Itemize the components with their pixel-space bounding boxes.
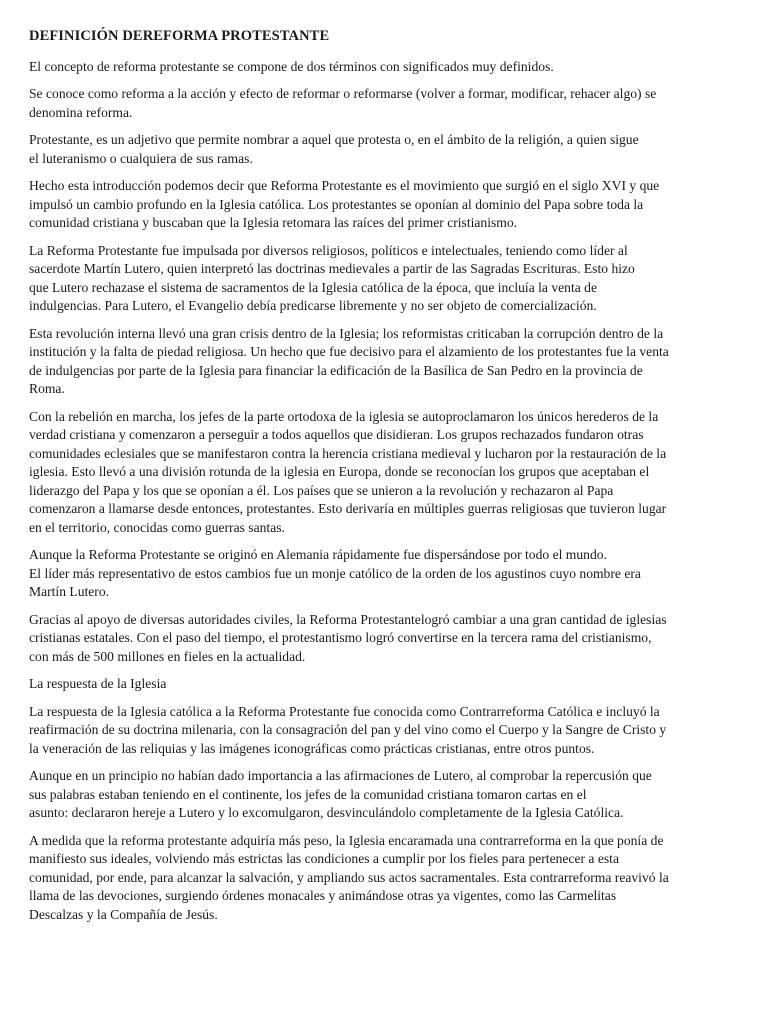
- text-line: La Reforma Protestante fue impulsada por diversos religiosos, políticos e intelectuales, teniendo como líder al: [29, 242, 628, 258]
- text-line: Aunque la Reforma Protestante se originó en Alemania rápidamente fue dispersándose por todo el mundo.: [29, 547, 607, 562]
- paragraph: [29, 832, 745, 925]
- text-line: denomina reforma.: [29, 104, 133, 120]
- paragraph: [29, 408, 745, 538]
- text-line: el luteranismo o cualquiera de sus ramas.: [29, 150, 253, 166]
- text-line: Con la rebelión en marcha, los jefes de la parte ortodoxa de la iglesia se autoproclamaron los únicos herederos de la: [29, 408, 659, 424]
- paragraph: [29, 611, 745, 667]
- paragraph: [29, 58, 745, 77]
- document-body: [29, 58, 745, 925]
- text-line: La respuesta de la Iglesia: [29, 676, 167, 691]
- text-line: manifiesto sus ideales, volviendo más estrictas las condiciones a cumplir por los fieles para pertenecer a esta: [29, 851, 619, 866]
- text-line: Aunque en un principio no habían dado importancia a las afirmaciones de Lutero, al comprobar la repercusión que: [29, 768, 652, 783]
- text-line: Esta revolución interna llevó una gran crisis dentro de la Iglesia; los reformistas criticaban la corrupción dentro de la: [29, 325, 664, 341]
- text-line: Se conoce como reforma a la acción y efecto de reformar o reformarse (volver a formar, modificar, rehacer algo) se: [29, 86, 657, 101]
- text-line: Protestante, es un adjetivo que permite nombrar a aquel que protesta o, en el ámbito de la religión, a quien sigue: [29, 132, 639, 147]
- text-line: Hecho esta introducción podemos decir que Reforma Protestante es el movimiento que surgió en el siglo XVI y que: [29, 178, 660, 193]
- paragraph: [29, 325, 745, 399]
- document-page: [29, 27, 745, 933]
- text-line: iglesia. Esto llevó a una división rotunda de la iglesia en Europa, donde se reconocían los grupos que aceptaban el: [29, 464, 650, 479]
- text-line: Martín Lutero.: [29, 584, 110, 599]
- text-line: liderazgo del Papa y los que se oponían a él. Los países que se unieron a la revolución y rechazaron al Papa: [29, 482, 614, 498]
- paragraph: [29, 546, 745, 602]
- paragraph: [29, 131, 745, 168]
- text-line: en el territorio, conocidas como guerras santas.: [29, 519, 285, 535]
- text-line: El líder más representativo de estos cambios fue un monje católico de la orden de los agustinos cuyo nombre era: [29, 565, 641, 581]
- paragraph: [29, 85, 745, 122]
- paragraph: [29, 242, 745, 316]
- text-line: con más de 500 millones en fieles en la actualidad.: [29, 648, 306, 664]
- text-line: comunidad cristiana y buscaban que la Iglesia retomara las raíces del primer cristianismo.: [29, 215, 518, 230]
- text-line: de indulgencias por parte de la Iglesia para financiar la edificación de la Basílica de San Pedro en la provincia de: [29, 362, 643, 378]
- text-line: indulgencias. Para Lutero, el Evangelio debía predicarse libremente y no ser objeto de comercialización.: [29, 298, 597, 313]
- paragraph: [29, 177, 745, 233]
- text-line: sacerdote Martín Lutero, quien interpretó las doctrinas medievales a partir de las Sagradas Escrituras. Esto hizo: [29, 261, 635, 276]
- text-line: comunidades eclesiales que se manifestaron contra la herencia cristiana medieval y lucharon por la restauración de la: [29, 445, 667, 461]
- text-line: Descalzas y la Compañía de Jesús.: [29, 906, 218, 922]
- text-line: Gracias al apoyo de diversas autoridades civiles, la Reforma Protestantelogró cambiar a una gran cantidad de iglesias: [29, 611, 667, 627]
- text-line: institución y la falta de piedad religiosa. Un hecho que fue decisivo para el alzamiento de los protestantes fue la venta: [29, 344, 669, 359]
- paragraph: [29, 767, 745, 823]
- text-line: asunto: declararon hereje a Lutero y lo excomulgaron, desvinculándolo completamente de la Iglesia Católica.: [29, 805, 624, 820]
- text-line: verdad cristiana y comenzaron a perseguir a todos aquellos que disidieran. Los grupos rechazados fundaron otras: [29, 427, 644, 442]
- text-line: comunidad, por ende, para alcanzar la salvación, y ampliando sus actos sacramentales. Esta contrarreforma reavivó la: [29, 869, 669, 885]
- text-line: impulsó un cambio profundo en la Iglesia católica. Los protestantes se oponían al dominio del Papa sobre toda la: [29, 196, 644, 212]
- text-line: la veneración de las reliquias y las imágenes iconográficas como prácticas cristianas, entre otros puntos.: [29, 740, 595, 756]
- text-line: cristianas estatales. Con el paso del tiempo, el protestantismo logró convertirse en la tercera rama del cristianismo,: [29, 630, 652, 645]
- text-line: La respuesta de la Iglesia católica a la Reforma Protestante fue conocida como Contrarreforma Católica e incluyó la: [29, 703, 660, 719]
- text-line: A medida que la reforma protestante adquiría más peso, la Iglesia encaramada una contrarreforma en la que ponía de: [29, 832, 664, 848]
- text-line: llama de las devociones, surgiendo órdenes monacales y animándose otras ya vigentes, como las Carmelitas: [29, 888, 617, 903]
- text-line: reafirmación de su doctrina milenaria, con la consagración del pan y del vino como el Cuerpo y la Sangre de Cristo y: [29, 722, 667, 737]
- text-line: sus palabras estaban teniendo en el continente, los jefes de la comunidad cristiana tomaron cartas en el: [29, 786, 587, 802]
- paragraph: [29, 703, 745, 759]
- document-title: DEFINICIÓN DEREFORMA PROTESTANTE: [29, 28, 330, 44]
- text-line: comenzaron a llamarse desde entonces, protestantes. Esto derivaría en múltiples guerras religiosas que tuvieron lugar: [29, 501, 667, 516]
- text-line: que Lutero rechazase el sistema de sacramentos de la Iglesia católica de la época, que incluía la venta de: [29, 279, 598, 295]
- text-line: Roma.: [29, 381, 65, 396]
- section-heading: [29, 675, 745, 694]
- text-line: El concepto de reforma protestante se compone de dos términos con significados muy definidos.: [29, 58, 554, 74]
